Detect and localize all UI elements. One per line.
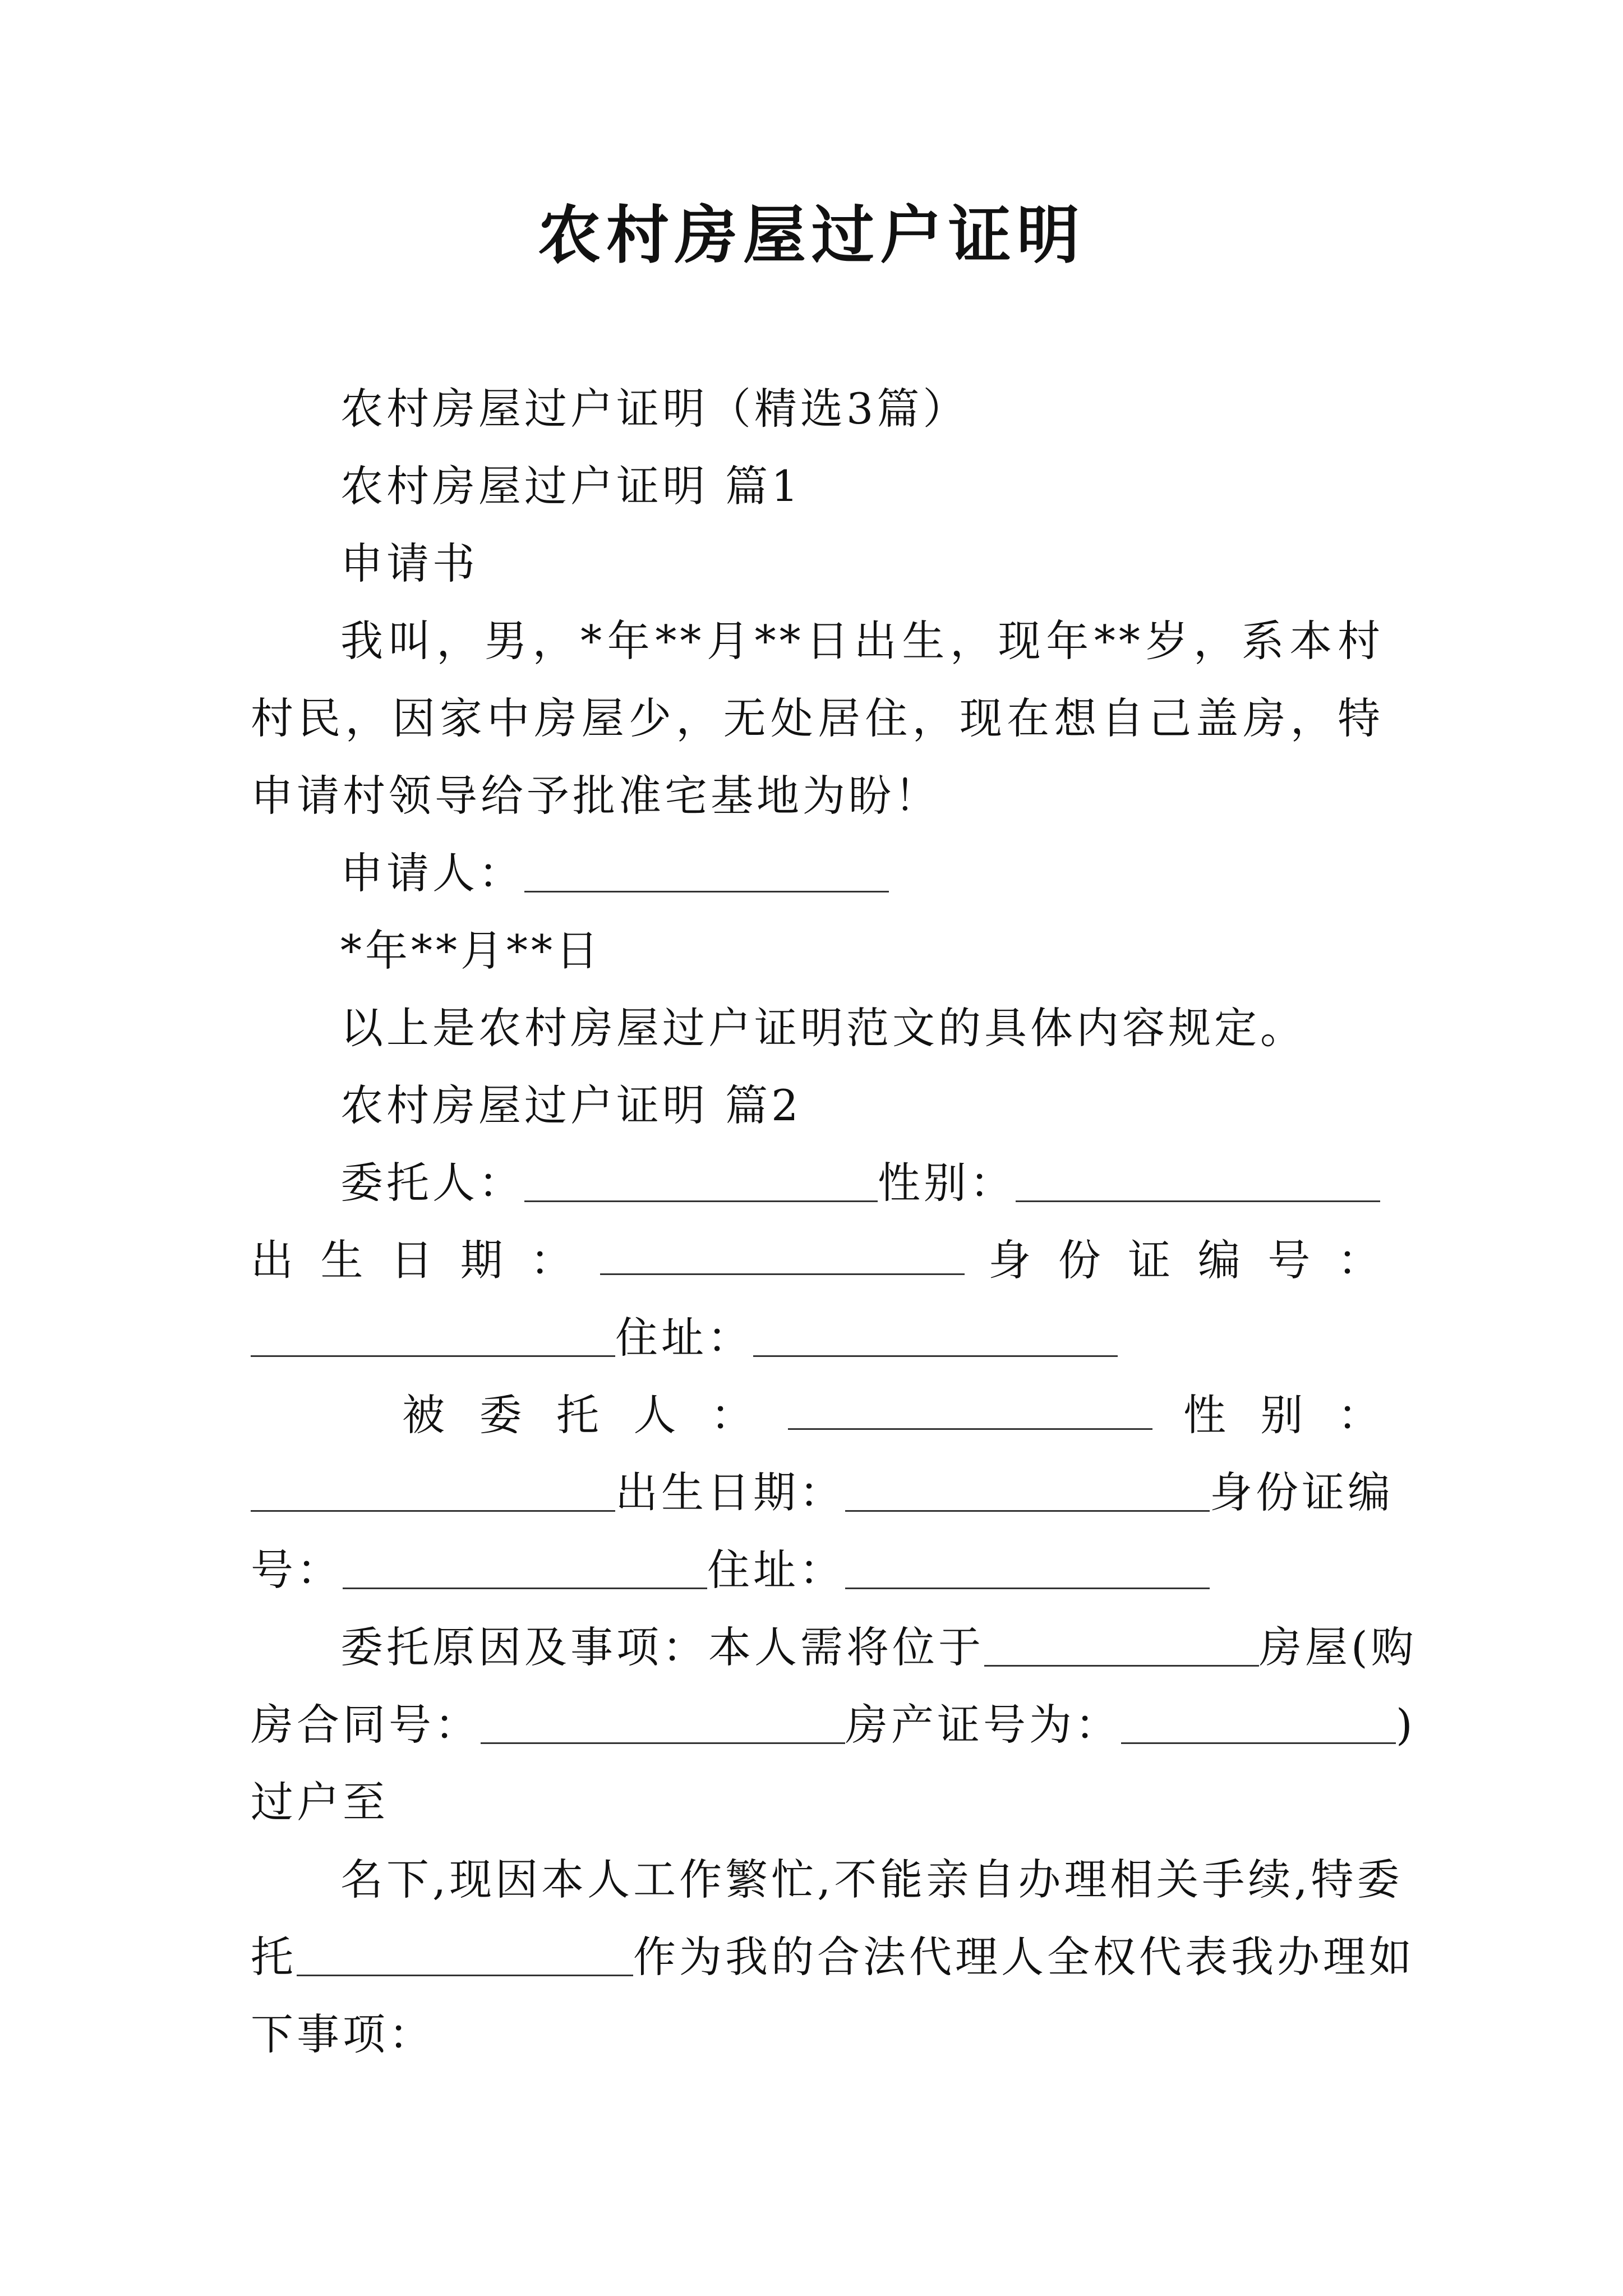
cert-blank: [1121, 1700, 1396, 1744]
close-paren: ): [1396, 1700, 1416, 1750]
gender-char: 性: [1183, 1390, 1229, 1440]
house-location-blank: [984, 1622, 1259, 1667]
application-text: 我叫，男，*年**月**日出生，现年**岁，系本村村民，因家中房屋少，无处居住，现在想自己盖房，特申请村领导给予批准宅基地为盼！: [251, 616, 1384, 821]
birth-char: 生: [320, 1235, 367, 1285]
summary-line: 以上是农村房屋过户证明范文的具体内容规定。: [340, 1003, 1306, 1053]
address-label: 住址：: [615, 1313, 753, 1363]
principal-blank: [524, 1158, 878, 1202]
agent-birth-blank: [845, 1467, 1210, 1512]
principal-line: [251, 1144, 1384, 1222]
agent-id-label-end: 号：: [251, 1545, 343, 1595]
document-title: 农村房屋过户证明: [538, 199, 1085, 272]
principal-id-blank: [251, 1313, 615, 1357]
birth-char: 期: [460, 1235, 506, 1285]
applicant-line: [251, 835, 1384, 912]
reason-prefix: 委托原因及事项：本人需将位于: [340, 1622, 984, 1672]
applicant-blank: [524, 848, 889, 892]
cert-label: 房产证号为：: [845, 1700, 1121, 1750]
entrust-prefix: 托: [251, 1932, 297, 1982]
part2-heading: 农村房屋过户证明 篇2: [340, 1080, 802, 1130]
agent-id-label: 身份证编: [1210, 1467, 1394, 1517]
agent-address-label: 住址：: [707, 1545, 845, 1595]
date-line: *年**月**日: [340, 926, 602, 976]
gender-label: 性别：: [878, 1158, 1016, 1208]
subtitle: 农村房屋过户证明（精选3篇）: [340, 384, 969, 434]
transfer-line: 过户至: [251, 1777, 389, 1827]
birth-char: ：: [530, 1235, 577, 1285]
birth-blank: [600, 1231, 965, 1275]
id-char: 份: [1058, 1235, 1104, 1285]
principal-address-line: [251, 1299, 1384, 1377]
birth-id-line: [251, 1222, 1384, 1299]
entrust-blank: [297, 1932, 633, 1976]
agent-line: [251, 1377, 1384, 1454]
part1-heading: 农村房屋过户证明 篇1: [340, 461, 802, 511]
agent-char: 托: [556, 1390, 602, 1440]
agent-gender-blank: [251, 1467, 615, 1512]
gender-char: 别: [1260, 1390, 1307, 1440]
birth-char: 出: [251, 1235, 297, 1285]
agent-char: 委: [479, 1390, 525, 1440]
id-char: 号: [1267, 1235, 1314, 1285]
agent-char: 人: [633, 1390, 680, 1440]
principal-address-blank: [753, 1313, 1118, 1357]
agent-id-blank: [343, 1545, 707, 1589]
entrust-suffix: 作为我的合法代理人全权代表我办理如: [633, 1932, 1415, 1982]
following-line: 下事项：: [251, 2009, 435, 2059]
gender-blank: [1016, 1158, 1380, 1202]
id-char: 身: [988, 1235, 1035, 1285]
agent-char: 被: [402, 1390, 448, 1440]
agent-blank: [788, 1386, 1152, 1430]
document-body: [251, 370, 1417, 2073]
applicant-label: 申请人：: [340, 848, 524, 898]
application-heading: 申请书: [340, 539, 478, 588]
gender-char: ：: [1338, 1390, 1384, 1440]
reason-house: 房屋(购: [1259, 1622, 1417, 1672]
agent-char: ：: [711, 1390, 757, 1440]
agent-birth-line: [251, 1454, 1394, 1531]
contract-line: [251, 1686, 1416, 1764]
principal-label: 委托人：: [340, 1158, 524, 1208]
contract-label: 房合同号：: [251, 1700, 481, 1750]
id-char: ：: [1337, 1235, 1384, 1285]
entrust-line: [251, 1918, 1415, 1996]
id-char: 证: [1128, 1235, 1174, 1285]
contract-blank: [481, 1700, 845, 1744]
reason-line: [251, 1609, 1417, 1686]
id-char: 编: [1197, 1235, 1244, 1285]
birth-char: 日: [390, 1235, 437, 1285]
name-line: 名下,现因本人工作繁忙,不能亲自办理相关手续,特委: [340, 1855, 1403, 1904]
agent-birth-label: 出生日期：: [615, 1467, 845, 1517]
agent-address-line: [251, 1531, 1384, 1609]
agent-address-blank: [845, 1545, 1210, 1589]
